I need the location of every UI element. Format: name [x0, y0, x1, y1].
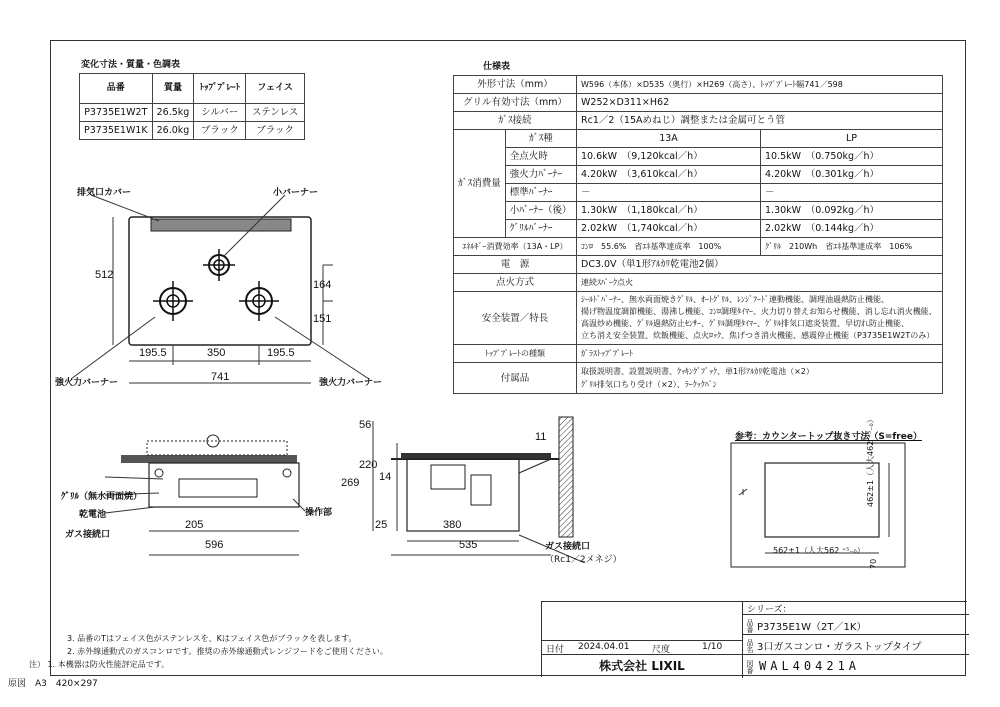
wall: [559, 417, 573, 537]
dim-195-left: 195.5: [139, 347, 167, 359]
original-size: 原図 A3 420×297: [8, 679, 98, 689]
side-body: [407, 459, 519, 531]
strong-burner-left-label: 強火力バーナー: [55, 378, 119, 388]
date-label: 日付: [546, 645, 565, 655]
dim-11: 11: [535, 431, 547, 443]
spec-gastype-label: ｶﾞｽ種: [505, 130, 576, 148]
dim-741: 741: [211, 371, 230, 383]
dim-205: 205: [185, 519, 204, 531]
panel-label: 操作部: [305, 508, 333, 518]
name-row: [743, 634, 969, 654]
spec-safety-label: 安全装置／特長: [454, 292, 577, 345]
table-row: [454, 184, 943, 202]
dim-380: 380: [443, 519, 462, 531]
spec-row-lp: －: [761, 184, 943, 202]
table-row: [80, 122, 305, 140]
spec-row-13a: 2.02kW （1,740kcal／h）: [577, 220, 761, 238]
spec-row-label: ｸﾞﾘﾙﾊﾞｰﾅｰ: [505, 220, 576, 238]
variants-header-face: フェイス: [246, 74, 305, 104]
spec-row-lp: 4.20kW （0.301kg／h）: [761, 166, 943, 184]
drawing-side-label: 図番: [746, 660, 754, 674]
front-gas-label: ガス接続口: [65, 530, 111, 540]
dim-195-right: 195.5: [267, 347, 295, 359]
dim-350: 350: [207, 347, 226, 359]
front-body: [149, 463, 299, 507]
dim-151: 151: [313, 313, 332, 325]
spec-energy-grill: ｸﾞﾘﾙ 210Wh 省ｴﾈ基準達成率 106%: [761, 238, 943, 256]
spec-safety-value: [577, 292, 943, 345]
spec-gasconn-value: Rc1／2（15Aめねじ）調整または金属可とう管: [577, 112, 943, 130]
cell-part: P3735E1W1K: [80, 122, 153, 140]
cell-face: ブラック: [246, 122, 305, 140]
table-row: [454, 220, 943, 238]
spec-row-lp: 1.30kW （0.092kg／h）: [761, 202, 943, 220]
burner-small: [203, 249, 235, 281]
note-3: 3. 品番のTはフェイス色がステンレスを、Kはフェイス色がブラックを表します。: [67, 634, 357, 643]
part-number: P3735E1W（2T／1K）: [757, 622, 867, 633]
spec-outer-value: W596（本体）×D535（奥行）×H269（高さ）、ﾄｯﾌﾟﾌﾟﾚｰﾄ幅741／598: [577, 76, 943, 94]
spec-grill-label: グリル有効寸法（mm）: [454, 94, 577, 112]
spec-ignition-label: 点火方式: [454, 274, 577, 292]
cell-part: P3735E1W2T: [80, 104, 153, 122]
cell-weight: 26.0kg: [152, 122, 194, 140]
spec-grill-value: W252×D311×H62: [577, 94, 943, 112]
dim-269: 269: [341, 477, 360, 489]
variants-title: 変化寸法・質量・色調表: [81, 60, 181, 70]
cell-weight: 26.5kg: [152, 104, 194, 122]
strong-burner-right-label: 強火力バーナー: [319, 378, 383, 388]
spec-topplate-value: ｶﾞﾗｽﾄｯﾌﾟﾌﾟﾚｰﾄ: [577, 345, 943, 363]
grill-label: ｸﾞﾘﾙ（無水両面焼）: [61, 492, 143, 502]
spec-outer-label: 外形寸法（mm）: [454, 76, 577, 94]
drawing-number: WAL40421A: [759, 659, 861, 673]
spec-row-13a: 10.6kW （9,120kcal／h）: [577, 148, 761, 166]
battery-label: 乾電池: [79, 510, 107, 520]
spec-table: [453, 75, 943, 394]
table-row: [454, 166, 943, 184]
spec-energy-label: ｴﾈﾙｷﾞｰ消費効率（13A・LP）: [454, 238, 577, 256]
company-name: 株式会社 LIXIL: [542, 654, 742, 678]
spec-row-label: 小ﾊﾞｰﾅｰ（後）: [505, 202, 576, 220]
spec-ignition-value: 連続ｽﾊﾟｰｸ点火: [577, 274, 943, 292]
date-row: [542, 640, 742, 654]
table-row: [454, 148, 943, 166]
cell-face: ステンレス: [246, 104, 305, 122]
table-row: [454, 202, 943, 220]
spec-acc-label: 付属品: [454, 363, 577, 394]
note-2: 2. 赤外線通動式のガスコンロです。推奨の赤外線通動式レンジフードをご使用ください。: [67, 647, 388, 656]
name-side-label: 品名: [746, 639, 754, 653]
exhaust-cover-label: 排気口カバー: [77, 188, 132, 198]
burner-strong-left: [153, 281, 193, 321]
plan-outline: [129, 217, 311, 345]
spec-acc-line: 取扱説明書、設置説明書、ｸｯｷﾝｸﾞﾌﾞｯｸ、単1形ｱﾙｶﾘ乾電池（×2）: [581, 367, 814, 376]
small-burner-label: 小バーナー: [273, 188, 319, 198]
spec-energy-konro: ｺﾝﾛ 55.6% 省ｴﾈ基準達成率 100%: [577, 238, 761, 256]
spec-title: 仕様表: [483, 62, 511, 72]
spec-row-lp: 2.02kW （0.144kg／h）: [761, 220, 943, 238]
variants-header-topplate: ﾄｯﾌﾟﾌﾟﾚｰﾄ: [194, 74, 246, 104]
spec-row-lp: 10.5kW （0.750kg／h）: [761, 148, 943, 166]
dim-535: 535: [459, 539, 478, 551]
spec-power-label: 電 源: [454, 256, 577, 274]
dim-220: 220: [359, 459, 378, 471]
spec-row-label: 標準ﾊﾞｰﾅｰ: [505, 184, 576, 202]
cell-topplate: シルバー: [194, 104, 246, 122]
spec-acc-value: [577, 363, 943, 394]
spec-safety-line: 高温炒め機能、ｸﾞﾘﾙ過熱防止ｾﾝｻｰ、ｸﾞﾘﾙ調理ﾀｲﾏｰ、ｸﾞﾘﾙ排気口遮炎装置、早切れ防止機能、: [581, 319, 909, 328]
cutout-rect: [765, 463, 879, 537]
spec-row-label: 強火力ﾊﾞｰﾅｰ: [505, 166, 576, 184]
dim-512: 512: [95, 269, 114, 281]
exhaust-cover-shape: [151, 219, 291, 231]
cutout-width: 562±1（人大562 ⁺⁵₋₀）: [773, 546, 865, 555]
spec-gasconn-label: ｶﾞｽ接続: [454, 112, 577, 130]
variants-table: [79, 73, 305, 140]
spec-power-value: DC3.0V（単1形ｱﾙｶﾘ乾電池2個）: [577, 256, 943, 274]
burner-strong-right: [239, 281, 279, 321]
date-value: 2024.04.01: [578, 642, 630, 652]
cutout-title: 参考：カウンタートップ抜き寸法（S=free）: [735, 432, 922, 442]
scale-label: 尺度: [652, 645, 671, 655]
part-side-label: 品番: [746, 619, 754, 633]
spec-gascons-label: ｶﾞｽ消費量: [454, 130, 506, 238]
note-1: 注） 1. 本機器は防火性能評定品です。: [29, 660, 170, 669]
spec-safety-line: ｼｰﾙﾄﾞﾊﾞｰﾅｰ、無水両面焼きｸﾞﾘﾙ、ｵｰﾄｸﾞﾘﾙ、ﾚﾝｼﾞﾌｰﾄﾞ連動機能、調理油過熱防止機能、: [581, 295, 889, 304]
part-row: [743, 614, 969, 634]
title-block: [541, 601, 967, 677]
side-gas-label: ガス接続口: [545, 542, 591, 552]
scale-value: 1/10: [702, 642, 723, 652]
dim-14: 14: [379, 471, 392, 483]
variants-header-part: 品番: [80, 74, 153, 104]
spec-safety-line: 立ち消え安全装置、炊飯機能、点火ﾛｯｸ、焦げつき消火機能、感震停止機能（P3735E1W2Tのみ）: [581, 331, 935, 340]
drawing-sheet: [29, 40, 966, 676]
spec-acc-line: ｸﾞﾘﾙ排気口ちり受け（×2）、ﾗｰｸｯｸﾊﾟﾝ: [581, 380, 717, 389]
dim-164: 164: [313, 279, 332, 291]
spec-row-13a: －: [577, 184, 761, 202]
spec-safety-line: 揚げ物温度調節機能、湯沸し機能、ｺﾝﾛ調理ﾀｲﾏｰ、火力切り替えお知らせ機能、消し忘れ消火機能、: [581, 307, 937, 316]
table-row: [80, 104, 305, 122]
dim-25: 25: [375, 519, 388, 531]
spec-row-13a: 4.20kW （3,610kcal／h）: [577, 166, 761, 184]
drawing-no-row: [743, 654, 969, 678]
front-topplate: [121, 455, 297, 463]
variants-header-weight: 質量: [152, 74, 194, 104]
product-name: 3口ガスコンロ・ガラストップタイプ: [757, 642, 922, 653]
dim-56: 56: [359, 419, 372, 431]
spec-gas-13a: 13A: [577, 130, 761, 148]
cutout-height: 462±1（人大462 ⁺⁵₋₀）: [866, 415, 875, 507]
spec-row-label: 全点火時: [505, 148, 576, 166]
cell-topplate: ブラック: [194, 122, 246, 140]
dim-596: 596: [205, 539, 224, 551]
series-label: シリーズ：: [747, 605, 792, 615]
side-gas-thread-label: （Rc1／2メネジ）: [545, 555, 622, 565]
cutout-depth: 70: [869, 558, 878, 569]
spec-row-13a: 1.30kW （1,180kcal／h）: [577, 202, 761, 220]
title-block-right: [742, 602, 968, 678]
spec-gas-lp: LP: [761, 130, 943, 148]
spec-topplate-label: ﾄｯﾌﾟﾌﾟﾚｰﾄの種類: [454, 345, 577, 363]
